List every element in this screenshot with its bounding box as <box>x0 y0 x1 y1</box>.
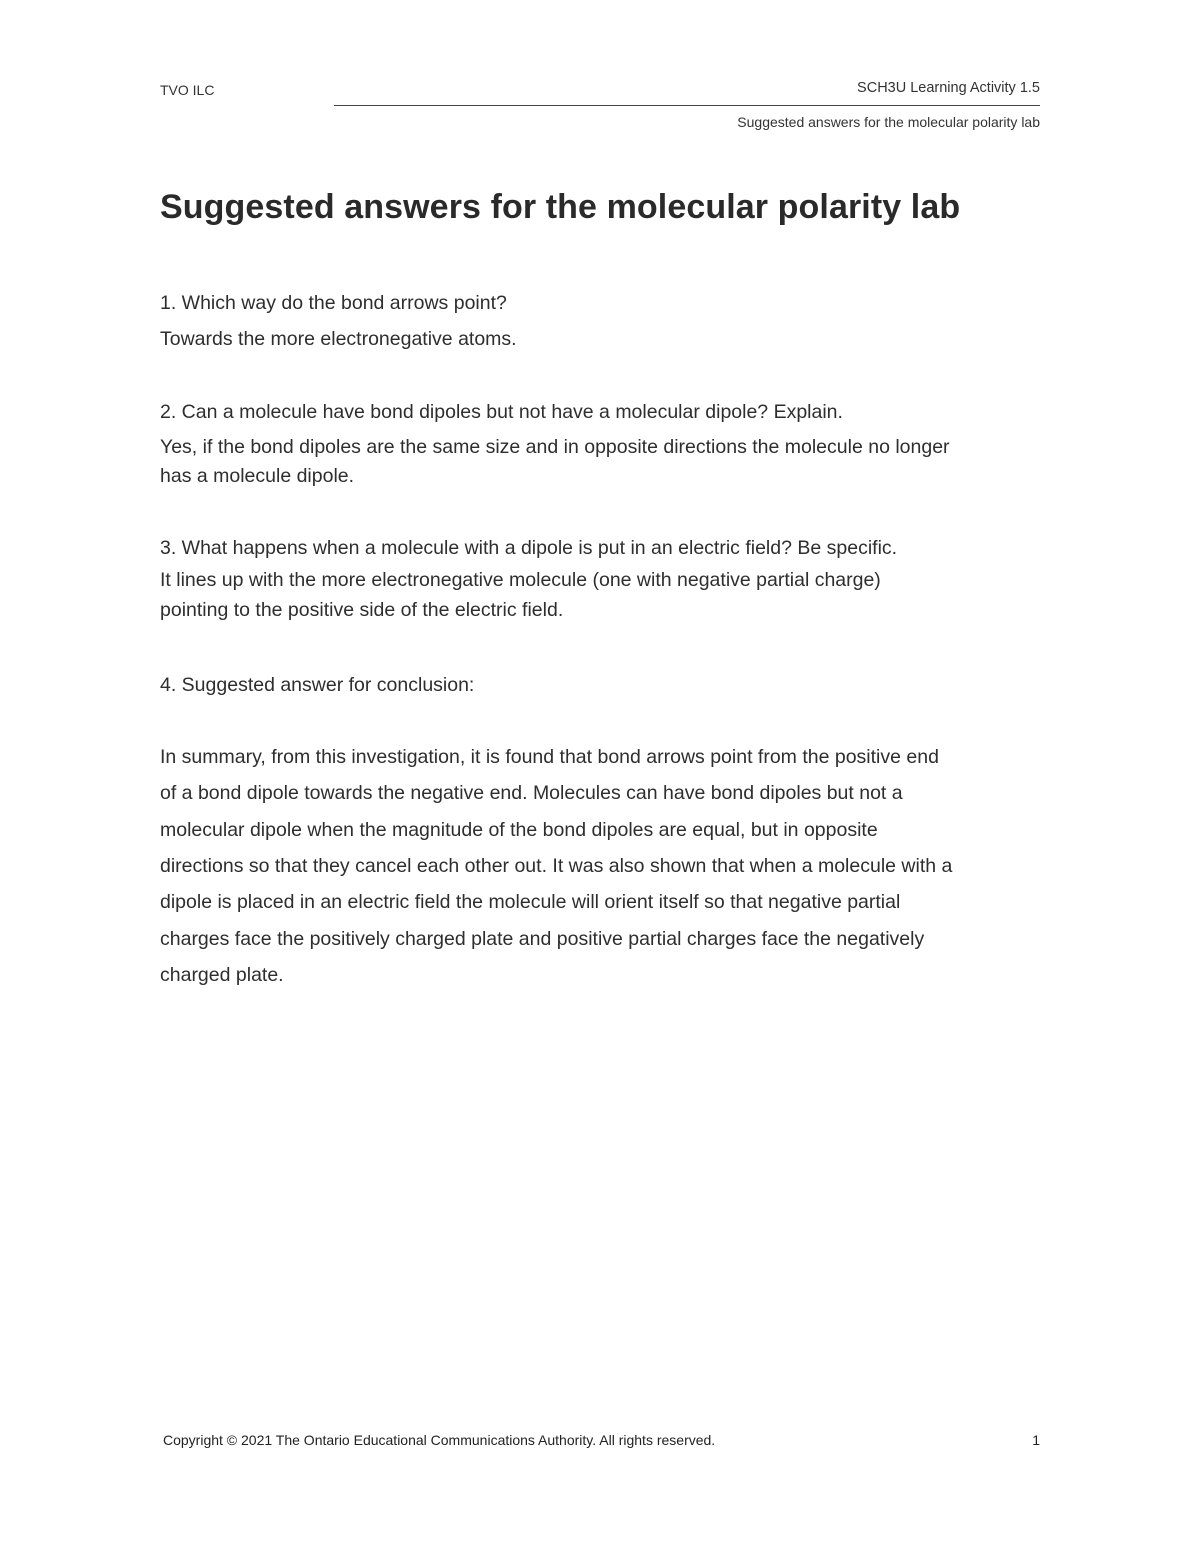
conclusion-line-3: molecular dipole when the magnitude of the bond dipoles are equal, but in opposite <box>160 819 878 841</box>
conclusion-line-1: In summary, from this investigation, it is found that bond arrows point from the positive end <box>160 746 939 768</box>
page-title: Suggested answers for the molecular polarity lab <box>160 188 961 226</box>
conclusion-line-6: charges face the positively charged plate and positive partial charges face the negatively <box>160 928 925 950</box>
question-4: 4. Suggested answer for conclusion: <box>160 674 475 696</box>
conclusion-line-5: dipole is placed in an electric field the molecule will orient itself so that negative partial <box>160 891 901 913</box>
conclusion-line-7: charged plate. <box>160 964 284 986</box>
header-organization: TVO ILC <box>160 82 215 98</box>
answer-2-line-2: has a molecule dipole. <box>160 465 355 487</box>
question-2: 2. Can a molecule have bond dipoles but not have a molecular dipole? Explain. <box>160 401 843 423</box>
answer-3-line-1: It lines up with the more electronegative molecule (one with negative partial charge) <box>160 569 881 591</box>
footer-copyright: Copyright © 2021 The Ontario Educational Communications Authority. All rights reserved. <box>163 1432 716 1448</box>
header-divider <box>334 105 1040 106</box>
answer-3-line-2: pointing to the positive side of the electric field. <box>160 599 564 621</box>
answer-2-line-1: Yes, if the bond dipoles are the same size and in opposite directions the molecule no longer <box>160 436 950 458</box>
footer-page-number: 1 <box>1032 1432 1040 1448</box>
question-1: 1. Which way do the bond arrows point? <box>160 292 507 314</box>
answer-1-line-1: Towards the more electronegative atoms. <box>160 328 517 350</box>
conclusion-line-4: directions so that they cancel each other out. It was also shown that when a molecule with a <box>160 855 953 877</box>
conclusion-line-2: of a bond dipole towards the negative end. Molecules can have bond dipoles but not a <box>160 782 903 804</box>
header-course-activity: SCH3U Learning Activity 1.5 <box>857 80 1040 96</box>
header-subtitle: Suggested answers for the molecular polarity lab <box>737 114 1040 130</box>
question-3: 3. What happens when a molecule with a dipole is put in an electric field? Be specific. <box>160 537 898 559</box>
